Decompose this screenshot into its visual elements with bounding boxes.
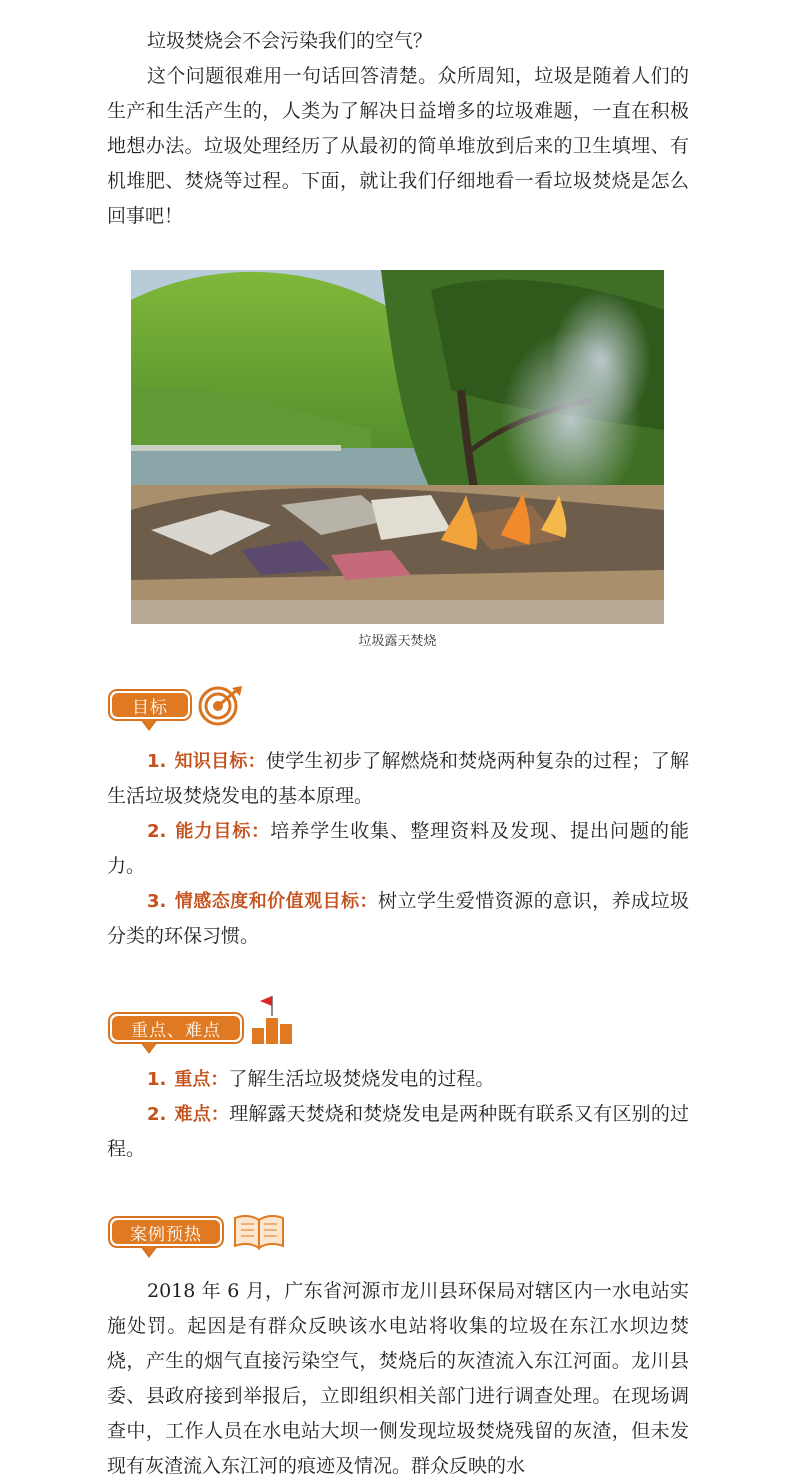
- open-book-icon: [232, 1212, 286, 1250]
- key-point-number: 1.: [147, 1069, 167, 1090]
- goal-tag: [108, 689, 192, 721]
- key-point-number: 2.: [147, 1104, 167, 1125]
- podium-flag-icon: [248, 994, 296, 1046]
- goal-item-text: 使学生初步了解燃烧和焚烧两种复杂的过程；了解生活垃圾焚烧发电的基本原理。: [107, 750, 689, 807]
- goal-item-2: [107, 814, 689, 884]
- goal-item-number: 3.: [147, 891, 167, 912]
- goal-item-number: 2.: [147, 821, 167, 842]
- goal-item-text: 培养学生收集、整理资料及发现、提出问题的能力。: [107, 820, 689, 877]
- key-point-text: 了解生活垃圾焚烧发电的过程。: [228, 1068, 495, 1090]
- intro-paragraph: 这个问题很难用一句话回答清楚。众所周知，垃圾是随着人们的生产和生活产生的，人类为了解决日益增多的垃圾难题，一直在积极地想办法。垃圾处理经历了从最初的简单堆放到后来的卫生填埋、有机堆肥、焚烧等过程。下面，就让我们仔细地看一看垃圾焚烧是怎么回事吧！: [107, 65, 689, 227]
- goal-tag-label: 目标: [112, 693, 188, 717]
- key-points-tag: [108, 1012, 244, 1044]
- key-point-label: 难点：: [174, 1104, 230, 1125]
- goal-item-label: 情感态度和价值观目标：: [174, 891, 378, 912]
- goal-item-3: [107, 884, 689, 954]
- key-point-label: 重点：: [174, 1069, 229, 1090]
- goal-item-text: 树立学生爱惜资源的意识，养成垃圾分类的环保习惯。: [107, 890, 689, 947]
- intro-question: 垃圾焚烧会不会污染我们的空气？: [147, 30, 433, 52]
- key-point-item-2: [107, 1097, 689, 1167]
- garbage-burning-photo: [131, 270, 664, 624]
- figure-caption: 垃圾露天焚烧: [358, 634, 437, 649]
- key-points-tag-label: 重点、难点: [112, 1016, 240, 1040]
- key-point-item-1: [107, 1062, 689, 1097]
- case-tag: [108, 1216, 224, 1248]
- key-point-text: 理解露天焚烧和焚烧发电是两种既有联系又有区别的过程。: [107, 1103, 689, 1160]
- goal-item-number: 1.: [147, 751, 167, 772]
- case-tag-label: 案例预热: [112, 1220, 220, 1244]
- goal-item-label: 能力目标：: [174, 821, 271, 842]
- target-icon: [196, 684, 244, 726]
- case-paragraph: 2018 年 6 月，广东省河源市龙川县环保局对辖区内一水电站实施处罚。起因是有群众反映该水电站将收集的垃圾在东江水坝边焚烧，产生的烟气直接污染空气，焚烧后的灰渣流入东江河面。龙川县委、县政府接到举报后，立即组织相关部门进行调查处理。在现场调查中，工作人员在水电站大坝一侧发现垃圾焚烧残留的灰渣，但未发现有灰渣流入东江河的痕迹及情况。群众反映的水: [107, 1280, 689, 1477]
- goal-item-label: 知识目标：: [174, 751, 266, 772]
- goal-item-1: [107, 744, 689, 814]
